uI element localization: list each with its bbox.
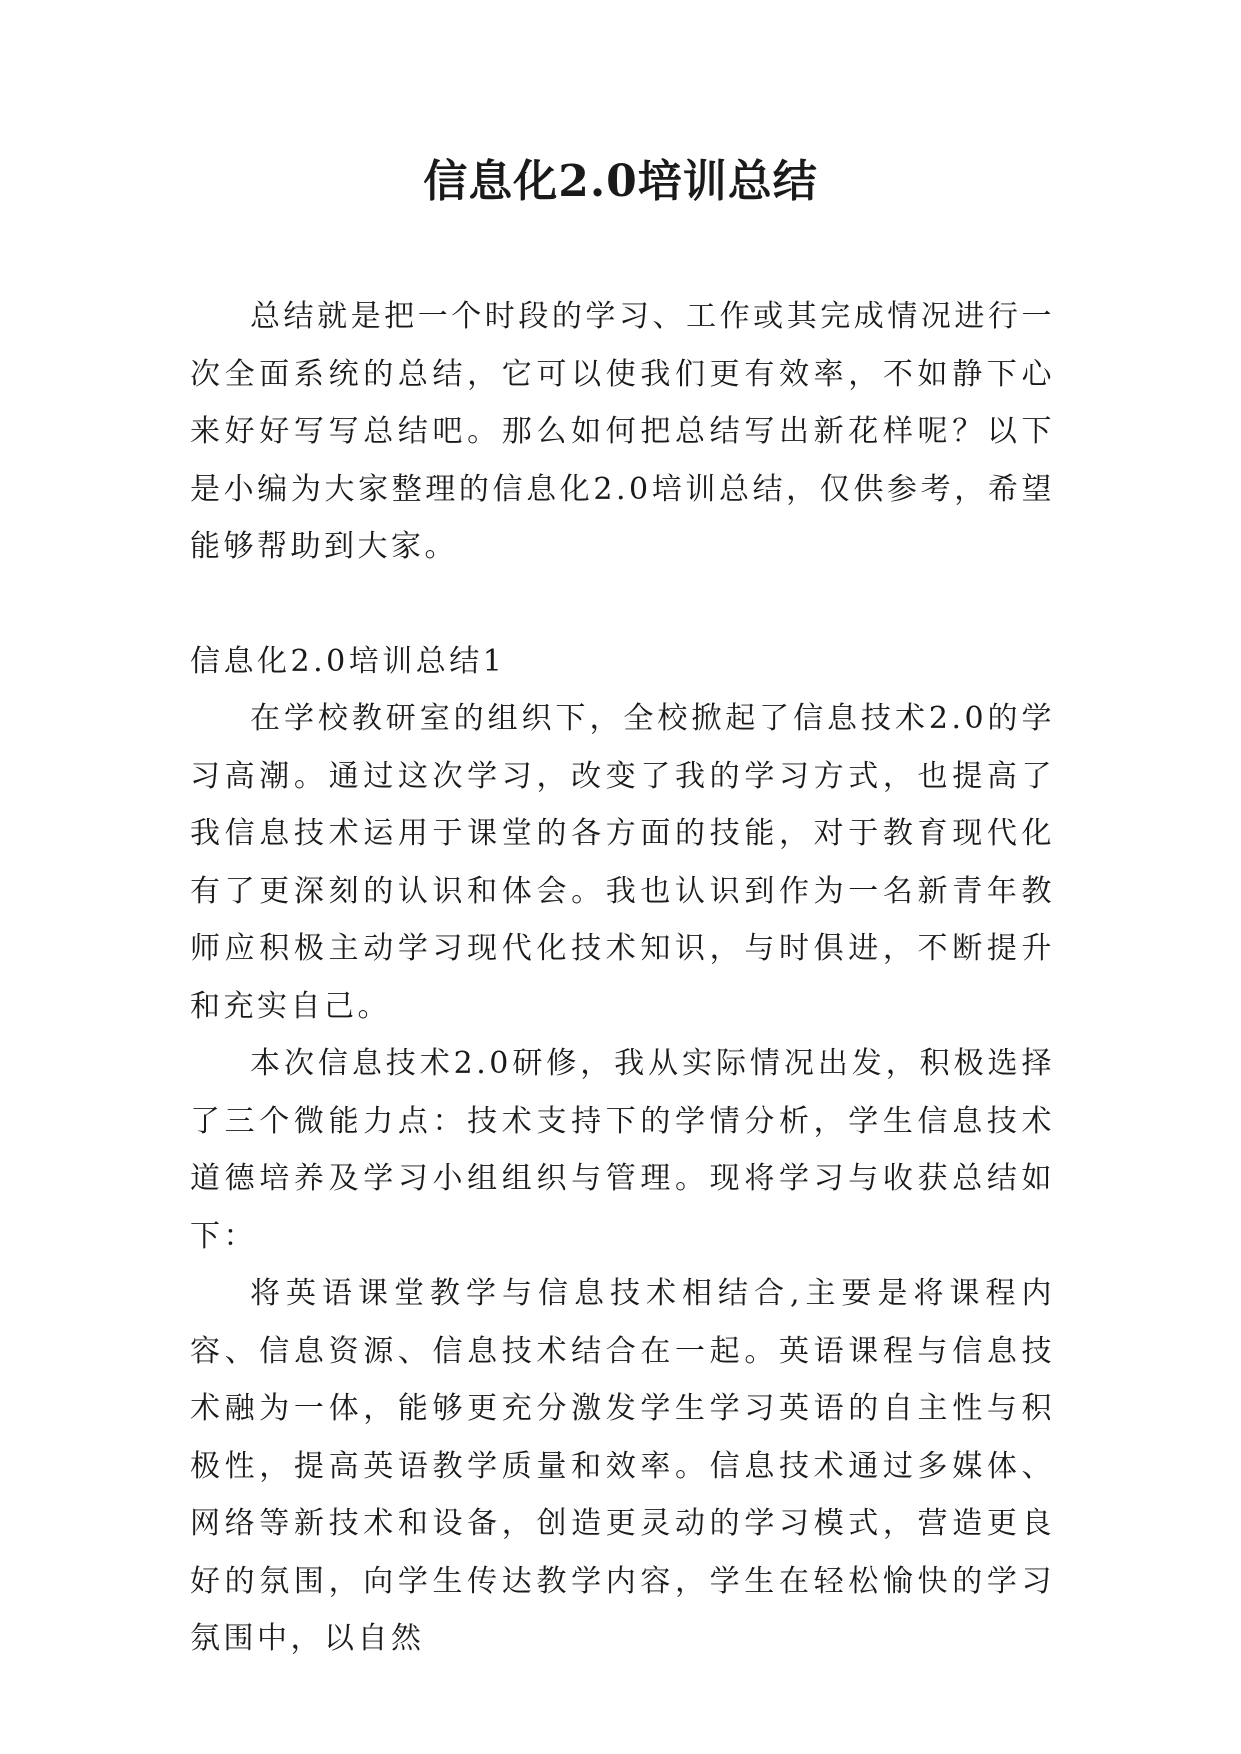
body-paragraph: 本次信息技术2.0研修，我从实际情况出发，积极选择了三个微能力点：技术支持下的学情分析，学生信息技术道德培养及学习小组组织与管理。现将学习与收获总结如下： [190, 1046, 1055, 1254]
document-body [190, 288, 1055, 1668]
body-paragraph: 将英语课堂教学与信息技术相结合,主要是将课程内容、信息资源、信息技术结合在一起。英语课程与信息技术融为一体，能够更充分激发学生学习英语的自主性与积极性，提高英语教学质量和效率。信息技术通过多媒体、网络等新技术和设备，创造更灵动的学习模式，营造更良好的氛围，向学生传达教学内容，学生在轻松愉快的学习氛围中，以自然 [190, 1276, 1055, 1656]
section-heading: 信息化2.0培训总结1 [190, 643, 506, 679]
intro-paragraph: 总结就是把一个时段的学习、工作或其完成情况进行一次全面系统的总结，它可以使我们更有效率，不如静下心来好好写写总结吧。那么如何把总结写出新花样呢？以下是小编为大家整理的信息化2.0培训总结，仅供参考，希望能够帮助到大家。 [190, 299, 1055, 564]
body-paragraph: 在学校教研室的组织下，全校掀起了信息技术2.0的学习高潮。通过这次学习，改变了我的学习方式，也提高了我信息技术运用于课堂的各方面的技能，对于教育现代化有了更深刻的认识和体会。我也认识到作为一名新青年教师应积极主动学习现代化技术知识，与时俱进，不断提升和充实自己。 [190, 701, 1055, 1024]
document-title: 信息化2.0培训总结 [423, 156, 818, 207]
